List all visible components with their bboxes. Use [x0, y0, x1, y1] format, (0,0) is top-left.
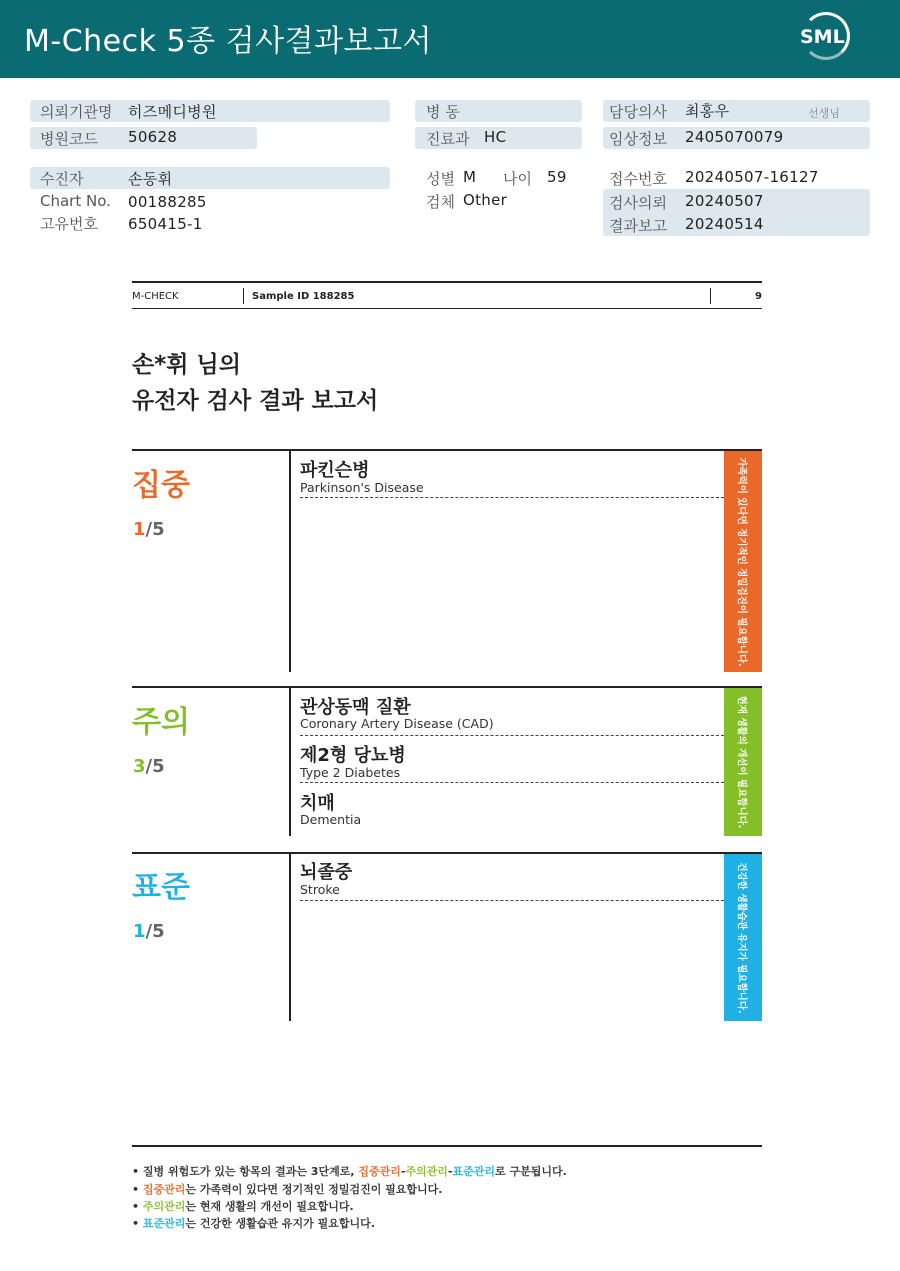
focus-divider: [289, 451, 291, 672]
focus-dash-1: [300, 497, 724, 498]
standard-dash-1: [300, 900, 724, 901]
specimen-label: 검체: [426, 193, 455, 211]
note-2: [132, 1181, 443, 1197]
caution-side-bar: [724, 688, 762, 836]
dept-label: 진료과: [426, 130, 470, 148]
strip-top-rule: [132, 281, 762, 283]
bullet-icon: •: [132, 1165, 143, 1178]
age-label: 나이: [503, 170, 532, 188]
request-label: 검사의뢰: [609, 194, 667, 212]
sex-label: 성별: [426, 170, 455, 188]
hospital-code-value: 50628: [128, 128, 178, 146]
standard-count-total: /5: [145, 921, 165, 942]
note-3-caution: 주의관리: [142, 1200, 186, 1213]
caution-divider: [289, 688, 291, 836]
disease-kr-stroke: 뇌졸중: [300, 862, 353, 883]
caution-dash-2: [300, 782, 724, 783]
doctor-value: 최홍우: [685, 102, 730, 120]
note-4-standard: 표준관리: [142, 1217, 186, 1230]
note-3-post: 는 현재 생활의 개선이 필요합니다.: [185, 1200, 354, 1213]
note-1-sep2: -: [447, 1165, 453, 1178]
bullet-icon: •: [132, 1200, 143, 1213]
standard-count-num: 1: [133, 921, 146, 942]
focus-side-bar: [724, 451, 762, 672]
note-1-pre: 질병 위험도가 있는 항목의 결과는 3단계로,: [142, 1165, 359, 1178]
standard-side-note: 건강한 생활습관 유지가 필요합니다.: [736, 861, 747, 1014]
result-label: 결과보고: [609, 217, 667, 235]
age-value: 59: [547, 168, 567, 186]
note-1: [132, 1163, 567, 1179]
institution-value: 히즈메디병원: [128, 103, 217, 121]
standard-top-rule: [132, 852, 762, 854]
dept-value: HC: [484, 128, 507, 146]
specimen-value: Other: [463, 191, 508, 209]
focus-count-total: /5: [145, 519, 165, 540]
caution-name: 주의: [132, 705, 190, 740]
receipt-value: 20240507-16127: [685, 168, 819, 186]
unique-no-value: 650415-1: [128, 215, 203, 233]
caution-count-total: /5: [145, 756, 165, 777]
standard-name: 표준: [132, 870, 190, 905]
caution-dash-1: [300, 735, 724, 736]
focus-name: 집중: [132, 468, 190, 503]
strip-divider-2: [710, 288, 711, 304]
clinical-value: 2405070079: [685, 128, 784, 146]
brand-label: M-CHECK: [132, 291, 179, 302]
focus-side-note: 가족력이 있다면 정기적인 정밀검진이 필요합니다.: [736, 456, 747, 667]
report-title-line2: 유전자 검사 결과 보고서: [132, 388, 379, 414]
caution-count: [133, 756, 165, 777]
note-2-post: 는 가족력이 있다면 정기적인 정밀검진이 필요합니다.: [185, 1183, 443, 1196]
strip-divider-1: [243, 288, 244, 304]
sml-logo: [796, 12, 856, 66]
logo-text: SML: [800, 26, 845, 48]
doctor-label: 담당의사: [609, 103, 667, 121]
note-1-post: 로 구분됩니다.: [495, 1165, 567, 1178]
standard-count: [133, 921, 165, 942]
standard-divider: [289, 854, 291, 1021]
bullet-icon: •: [132, 1217, 143, 1230]
caution-top-rule: [132, 686, 762, 688]
doctor-suffix: 선생님: [808, 107, 840, 120]
note-4-post: 는 건강한 생활습관 유지가 필요합니다.: [185, 1217, 375, 1230]
disease-en-parkinsons: Parkinson's Disease: [300, 480, 424, 495]
note-1-focus: 집중관리: [358, 1165, 401, 1178]
header-bar: [0, 0, 900, 78]
report-title: M-Check 5종 검사결과보고서: [24, 24, 432, 59]
ward-label: 병 동: [426, 103, 460, 121]
note-1-sep1: -: [400, 1165, 406, 1178]
clinical-label: 임상정보: [609, 130, 667, 148]
chart-no-value: 00188285: [128, 193, 207, 211]
unique-no-label: 고유번호: [40, 215, 98, 233]
note-2-focus: 집중관리: [142, 1183, 186, 1196]
disease-kr-dementia: 치매: [300, 793, 335, 814]
disease-en-t2d: Type 2 Diabetes: [300, 765, 401, 780]
focus-count-num: 1: [133, 519, 146, 540]
disease-kr-cad: 관상동맥 질환: [300, 697, 411, 718]
page-number: 9: [755, 291, 762, 302]
institution-label: 의뢰기관명: [40, 103, 113, 121]
footer-rule: [132, 1145, 762, 1147]
patient-value: 손동휘: [128, 170, 173, 188]
standard-side-bar: [724, 854, 762, 1021]
patient-label: 수진자: [40, 170, 84, 188]
bullet-icon: •: [132, 1183, 143, 1196]
caution-side-note: 현재 생활의 개선이 필요합니다.: [736, 695, 747, 829]
request-value: 20240507: [685, 192, 764, 210]
sample-id: Sample ID 188285: [252, 291, 355, 302]
patient-row: [30, 167, 390, 189]
sex-value: M: [463, 168, 477, 186]
note-1-caution: 주의관리: [405, 1165, 448, 1178]
report-title-line1: 손*휘 님의: [132, 352, 241, 378]
disease-en-dementia: Dementia: [300, 812, 362, 827]
hospital-code-label: 병원코드: [40, 130, 98, 148]
result-value: 20240514: [685, 215, 764, 233]
caution-count-num: 3: [133, 756, 146, 777]
focus-count: [133, 519, 165, 540]
disease-kr-t2d: 제2형 당뇨병: [300, 745, 406, 766]
focus-top-rule: [132, 449, 762, 451]
strip-bottom-rule: [132, 308, 762, 309]
disease-kr-parkinsons: 파킨슨병: [300, 460, 370, 481]
note-4: [132, 1215, 375, 1231]
disease-en-cad: Coronary Artery Disease (CAD): [300, 716, 494, 731]
receipt-label: 접수번호: [609, 170, 667, 188]
note-3: [132, 1198, 354, 1214]
chart-no-label: Chart No.: [40, 192, 111, 210]
disease-en-stroke: Stroke: [300, 882, 340, 897]
note-1-standard: 표준관리: [452, 1165, 496, 1178]
